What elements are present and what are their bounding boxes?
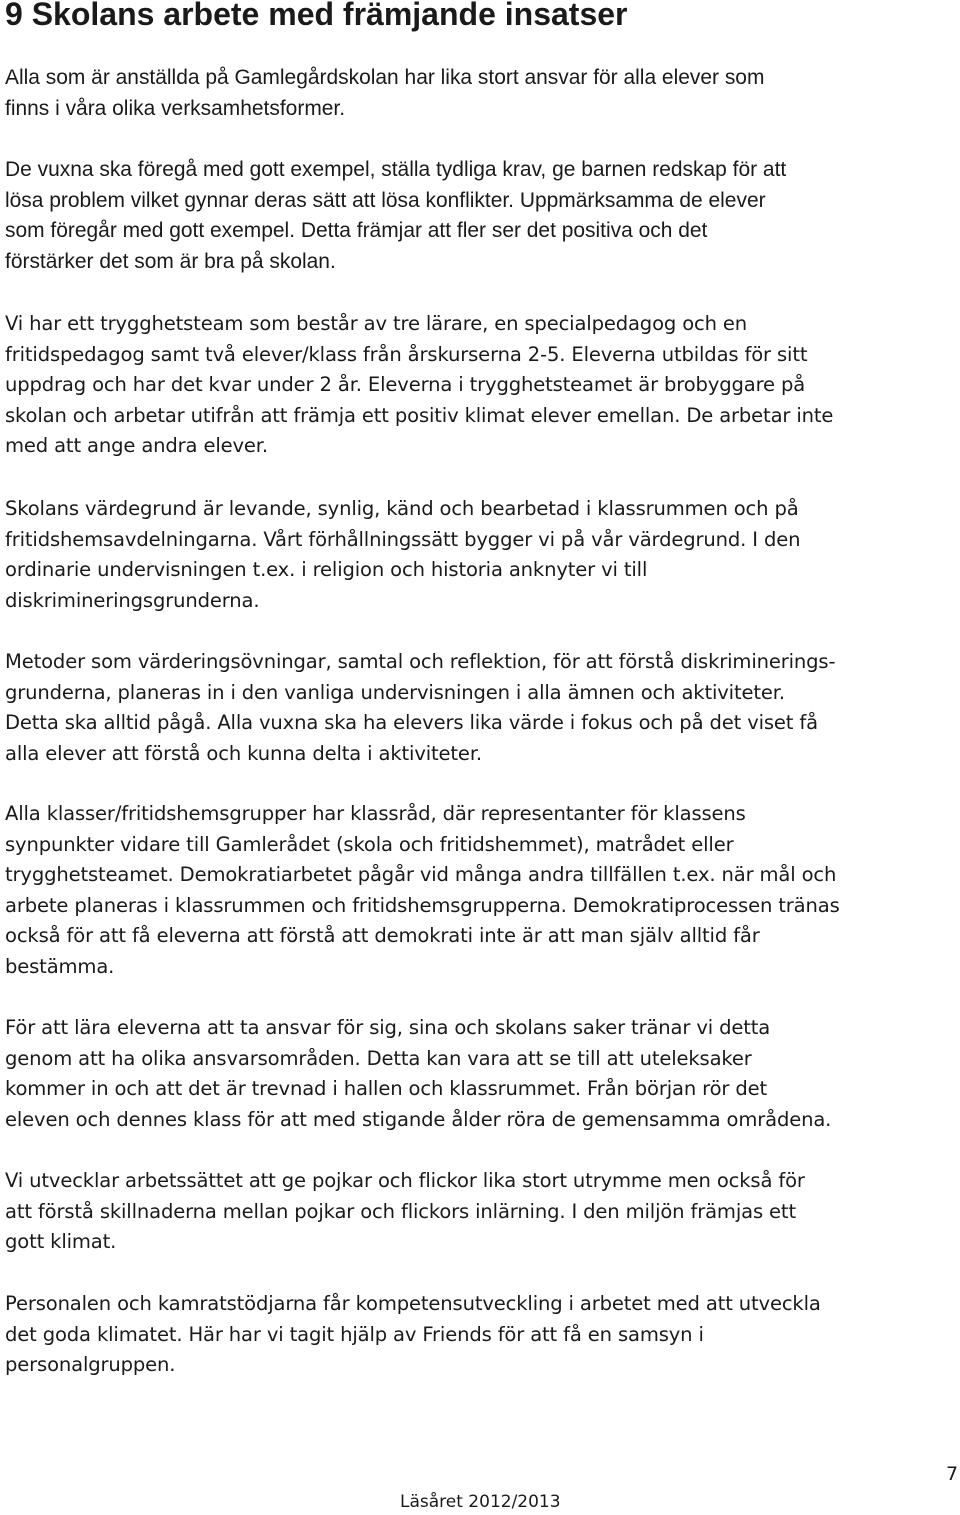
paragraph-responsibility <box>5 63 957 124</box>
text-line: gott klimat. <box>5 1230 117 1254</box>
text-line: att förstå skillnaderna mellan pojkar och flickors inlärning. I den miljön främjas ett <box>5 1199 796 1223</box>
text-line: lösa problem vilket gynnar deras sätt att lösa konflikter. Uppmärksamma de elever <box>5 188 766 212</box>
text-line: personalgruppen. <box>5 1353 176 1377</box>
text-line: också för att få eleverna att förstå att demokrati inte är att man själv alltid får <box>5 924 760 948</box>
text-line: Vi har ett trygghetsteam som består av tre lärare, en specialpedagog och en <box>5 312 748 335</box>
text-line: uppdrag och har det kvar under 2 år. Eleverna i trygghetsteamet är brobyggare på <box>5 373 806 397</box>
paragraph-core-values <box>5 494 957 616</box>
text-line: med att ange andra elever. <box>5 434 268 458</box>
text-line: grunderna, planeras in i den vanliga undervisningen i alla ämnen och aktiviteter. <box>5 680 785 704</box>
text-line: finns i våra olika verksamhetsformer. <box>5 96 346 120</box>
text-line: De vuxna ska föregå med gott exempel, ställa tydliga krav, ge barnen redskap för att <box>5 158 787 181</box>
text-line: fritidshemsavdelningarna. Vårt förhållningssätt bygger vi på vår värdegrund. I den <box>5 527 801 551</box>
text-line: synpunkter vidare till Gamlerådet (skola och fritidshemmet), matrådet eller <box>5 832 734 856</box>
text-line: kommer in och att det är trevnad i hallen och klassrummet. Från början rör det <box>5 1077 768 1101</box>
paragraph-class-councils <box>5 799 957 983</box>
text-line: bestämma. <box>5 954 115 978</box>
text-line: fritidspedagog samt två elever/klass från årskurserna 2-5. Eleverna utbildas för sitt <box>5 342 808 366</box>
text-line: diskrimineringsgrunderna. <box>5 588 260 612</box>
footer-school-year: Läsåret 2012/2013 <box>400 1492 561 1512</box>
page-number: 7 <box>946 1463 959 1485</box>
section-heading: 9 Skolans arbete med främjande insatser <box>5 0 628 32</box>
text-line: som föregår med gott exempel. Detta främjar att fler ser det positiva och det <box>5 219 708 243</box>
text-line: För att lära eleverna att ta ansvar för sig, sina och skolans saker tränar vi detta <box>5 1016 771 1039</box>
text-line: förstärker det som är bra på skolan. <box>5 249 336 273</box>
text-line: genom att ha olika ansvarsområden. Detta kan vara att se till att uteleksaker <box>5 1046 752 1070</box>
text-line: det goda klimatet. Här har vi tagit hjälp av Friends för att få en samsyn i <box>5 1322 704 1346</box>
text-line: Alla klasser/fritidshemsgrupper har klassråd, där representanter för klassens <box>5 802 746 825</box>
paragraph-good-example <box>5 155 957 277</box>
text-line: alla elever att förstå och kunna delta i aktiviteter. <box>5 741 482 765</box>
text-line: Personalen och kamratstödjarna får kompetensutveckling i arbetet med att utveckla <box>5 1292 821 1315</box>
text-line: ordinarie undervisningen t.ex. i religion och historia anknyter vi till <box>5 558 648 582</box>
text-line: Metoder som värderingsövningar, samtal och reflektion, för att förstå diskriminerings- <box>5 650 836 673</box>
text-line: arbete planeras i klassrummen och fritidshemsgrupperna. Demokratiprocessen tränas <box>5 893 840 917</box>
text-line: Detta ska alltid pågå. Alla vuxna ska ha elevers lika värde i fokus och på det viset få <box>5 711 818 735</box>
text-line: Skolans värdegrund är levande, synlig, känd och bearbetad i klassrummen och på <box>5 497 799 520</box>
paragraph-safety-team <box>5 309 957 462</box>
paragraph-methods <box>5 647 957 769</box>
text-line: trygghetsteamet. Demokratiarbetet pågår vid många andra tillfällen t.ex. när mål och <box>5 863 837 887</box>
text-line: Alla som är anställda på Gamlegårdskolan har lika stort ansvar för alla elever som <box>5 66 765 89</box>
text-line: skolan och arbetar utifrån att främja ett positiv klimat elever emellan. De arbetar inte <box>5 403 834 427</box>
paragraph-responsibility-areas <box>5 1013 957 1135</box>
paragraph-staff-development <box>5 1289 957 1381</box>
text-line: Vi utvecklar arbetssättet att ge pojkar och flickor lika stort utrymme men också för <box>5 1169 805 1192</box>
paragraph-boys-girls <box>5 1166 957 1258</box>
text-line: eleven och dennes klass för att med stigande ålder röra de gemensamma områdena. <box>5 1107 832 1131</box>
